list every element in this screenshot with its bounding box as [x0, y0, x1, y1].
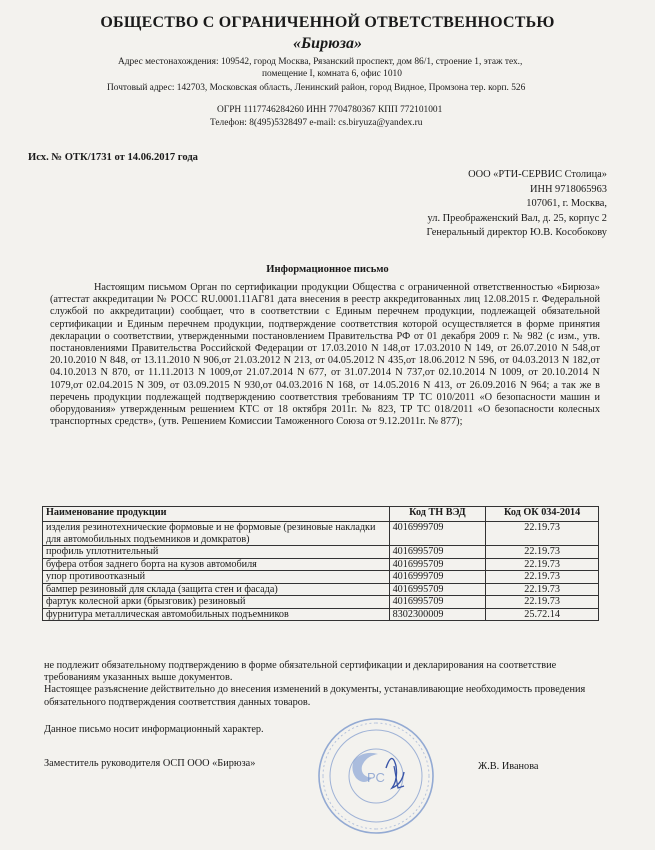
okpd-code: 22.19.73: [486, 583, 599, 596]
tnved-code: 4016995709: [389, 596, 486, 609]
addressee-line: ООО «РТИ-СЕРВИС Столица»: [468, 169, 607, 180]
addressee-line: 107061, г. Москва,: [526, 198, 607, 209]
product-name: буфера отбоя заднего борта на кузов автомобиля: [43, 558, 390, 571]
okpd-code: 22.19.73: [486, 522, 599, 546]
org-name: «Бирюза»: [293, 35, 362, 52]
column-header-tnved: Код ТН ВЭД: [389, 507, 486, 522]
address-line-1: Адрес местонахождения: 109542, город Москва, Рязанский проспект, дом 86/1, строение 1, этаж тех.,: [118, 57, 523, 67]
table-row: [43, 596, 599, 609]
products-table: [42, 506, 599, 621]
conclusion-block: [44, 660, 599, 709]
addressee-line: Генеральный директор Ю.В. Кособокову: [426, 227, 607, 238]
tnved-code: 4016999709: [389, 571, 486, 584]
table-row: [43, 583, 599, 596]
addressee-block: [347, 168, 607, 241]
body-paragraph: [50, 282, 600, 428]
table-row: [43, 608, 599, 621]
product-name: упор противоотказный: [43, 571, 390, 584]
document-title: Информационное письмо: [266, 264, 389, 275]
table-row: [43, 546, 599, 559]
product-name: изделия резинотехнические формовые и не формовые (резиновые накладки для автомобильных подъемников и домкратов): [43, 522, 390, 546]
signer-name: Ж.В. Иванова: [478, 761, 539, 772]
registration-info: ОГРН 1117746284260 ИНН 7704780367 КПП 772101001: [217, 105, 443, 115]
address-line-2: помещение I, комната 6, офис 1010: [262, 69, 402, 79]
column-header-okpd: Код ОК 034-2014: [486, 507, 599, 522]
org-title: ОБЩЕСТВО С ОГРАНИЧЕННОЙ ОТВЕТСТВЕННОСТЬЮ: [100, 14, 555, 31]
okpd-code: 22.19.73: [486, 571, 599, 584]
body-text: Настоящим письмом Орган по сертификации продукции Общества с ограниченной ответственностью «Бирюза» (аттестат аккредитации № РОСС RU.0001.11АГ81 дата внесения в реестр аккредитованных лиц 12.08.2015 г. Федеральной службой по аккредитации) сообщает, что в соответствии с Единым перечнем продукции, подлежащей обязательной сертификации и Единым перечнем продукции, подтверждение соответствия которой осуществляется в форме принятия декларации о соответствии, утвержденными постановлением Правительства РФ от 01 декабря 2009 г. № 982 (с изм., утв. постановлениями Правительства Российской Федерации от 17.03.2010 N 148,от 17.03.2010 N 149, от 26.07.2010 N 548,от 20.10.2010 N 848, от 13.11.2010 N 906,от 21.03.2012 N 213, от 04.05.2012 N 435,от 18.06.2012 N 596, от 04.03.2013 N 182,от 04.10.2013 N 870, от 11.11.2013 N 1009,от 21.07.2014 N 677, от 31.07.2014 N 737,от 02.10.2014 N 1009, от 20.10.2014 N 1079,от 02.04.2015 N 309, от 03.09.2015 N 930,от 04.03.2016 N 168, от 14.05.2016 N 413, от 26.09.2016 N 964; а так же в перечень продукции подлежащей подтверждению соответствия требованиям ТР ТС 010/2011 «О безопасности машин и оборудования» утвержденным решением КТС от 18 октября 2011г. № 823, ТР ТС 018/2011 «О безопасности колесных транспортных средств», (утв. Решением Комиссии Таможенного Союза от 9.12.2011г. № 877);: [50, 282, 600, 428]
info-note: Данное письмо носит информационный характер.: [44, 724, 264, 735]
product-name: фурнитура металлическая автомобильных подъемников: [43, 608, 390, 621]
tnved-code: 4016995709: [389, 546, 486, 559]
outgoing-number: Исх. № ОТК/1731 от 14.06.2017 года: [28, 152, 198, 163]
conclusion-paragraph: не подлежит обязательному подтверждению в форме обязательной сертификации и декларирования на соответствие требованиям указанных выше документов.: [44, 660, 557, 684]
column-header-name: Наименование продукции: [43, 507, 390, 522]
product-name: бампер резиновый для склада (защита стен и фасада): [43, 583, 390, 596]
tnved-code: 8302300009: [389, 608, 486, 621]
table-row: [43, 558, 599, 571]
okpd-code: 22.19.73: [486, 558, 599, 571]
okpd-code: 22.19.73: [486, 546, 599, 559]
table-row: [43, 571, 599, 584]
product-name: фартук колесной арки (брызговик) резиновый: [43, 596, 390, 609]
contacts-info: Телефон: 8(495)5328497 e-mail: cs.biryuza@yandex.ru: [210, 118, 423, 128]
table-row: [43, 522, 599, 546]
official-stamp: [316, 716, 436, 836]
validity-paragraph: Настоящее разъяснение действительно до внесения изменений в документы, устанавливающие необходимость проведения обязательного подтверждения соответствия данных товаров.: [44, 684, 586, 708]
table-header-row: [43, 507, 599, 522]
svg-text:РС: РС: [367, 770, 385, 785]
product-name: профиль уплотнительный: [43, 546, 390, 559]
addressee-line: ИНН 9718065963: [529, 183, 607, 195]
tnved-code: 4016995709: [389, 558, 486, 571]
signer-position: Заместитель руководителя ОСП ООО «Бирюза»: [44, 758, 256, 769]
addressee-line: ул. Преображенский Вал, д. 25, корпус 2: [427, 212, 607, 224]
tnved-code: 4016995709: [389, 583, 486, 596]
okpd-code: 25.72.14: [486, 608, 599, 621]
tnved-code: 4016999709: [389, 522, 486, 546]
postal-address: Почтовый адрес: 142703, Московская область, Ленинский район, город Видное, Промзона тер. корп. 526: [107, 83, 526, 93]
okpd-code: 22.19.73: [486, 596, 599, 609]
